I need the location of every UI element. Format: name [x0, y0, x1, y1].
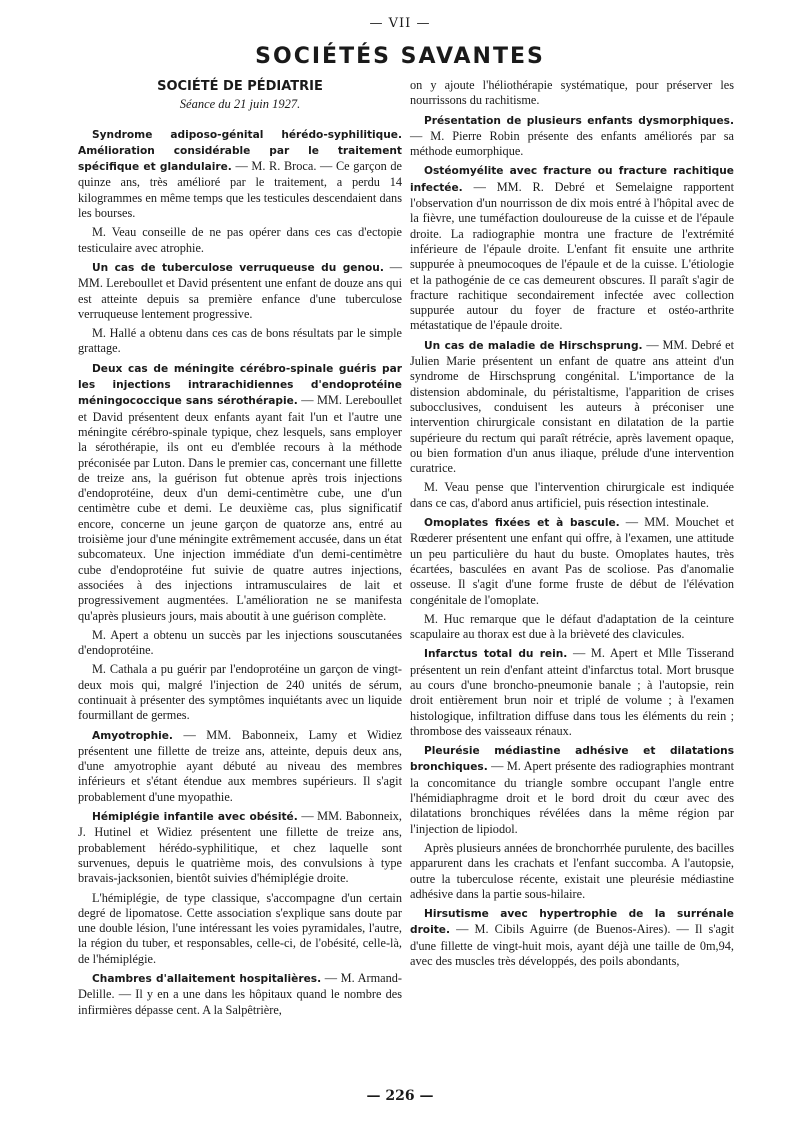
page-title: SOCIÉTÉS SAVANTES — [255, 44, 545, 69]
paragraph — [410, 841, 734, 902]
paragraph-text: M. Veau conseille de ne pas opérer dans ces cas d'ectopie testiculaire avec atrophie. — [78, 225, 402, 255]
paragraph-text: — M. Apert présente des radiographies montrant la concomitance du triangle sombre occupant l'angle entre l'hémidiaphragme droit et le bord droit du cœur avec des dilatations bronchiques révélées dans la même région par l'injection de lipiodol. — [410, 759, 734, 836]
paragraph-heading: Un cas de maladie de Hirschsprung. — [424, 339, 643, 352]
right-column — [410, 78, 734, 1108]
paragraph — [410, 612, 734, 643]
paragraph-heading: Hirsutisme avec hypertrophie de la surrénale droite. — [410, 908, 734, 937]
paragraph-text: — M. R. Broca. — Ce garçon de quinze ans, très amélioré par le traitement, a perdu 14 kilogrammes en même temps que les testicules descendaient dans les bourses. — [78, 159, 402, 221]
paragraph-heading: Un cas de tuberculose verruqueuse du genou. — [92, 261, 384, 274]
paragraph — [78, 628, 402, 659]
roman-page-number: — VII — — [369, 16, 431, 31]
paragraph — [78, 260, 402, 322]
paragraph-text: — M. Apert et Mlle Tisserand présentent un rein d'enfant atteint d'infarctus total. Mort brusque au cours d'une broncho-pneumonie banale ; à l'autopsie, rein droit entièrement brun noir et triplé de volume ; à l'examen histologique, infiltration diffuse dans tous les éléments du rein ; thrombose des vaisseaux rénaux. — [410, 646, 735, 738]
paragraph-text: M. Cathala a pu guérir par l'endoprotéine un garçon de vingt-deux mois qui, malgré l'injection de 240 unités de sérum, continuait à présenter des symptômes inquiétants avec un liquide fourmillant de germes. — [78, 662, 402, 723]
paragraph-text: — M. Armand-Delille. — Il y en a une dans les hôpitaux quand le nombre des infirmières dépasse cent. A la Salpêtrière, — [78, 971, 402, 1017]
paragraph — [78, 361, 402, 624]
paragraph-heading: Présentation de plusieurs enfants dysmorphiques. — [424, 114, 734, 127]
paragraph-heading: Ostéomyélite avec fracture ou fracture rachitique infectée. — [410, 165, 734, 194]
paragraph-text: — MM. Lereboullet et David présentent deux enfants ayant fait l'un et l'autre une méningite cérébro-spinale typique, chez lesquels, sans employer la sérothérapie, ils ont eu d'emblée recours à la méthode préconisée par Luton. Dans le premier cas, concernant une fillette de treize ans, la guérison fut obtenue après trois injections d'endoprotéine, deux d'un demi-centimètre cube, une d'un centimètre cube et demi. Le deuxième cas, plus significatif encore, concerne un jeune garçon de quatorze ans, entré au troisième jour d'une méningite extrêmement accusée, dans un état subcomateux. Une injection immédiate d'un demi-centimètre cube d'endoprotéine fut suivie de quatre autres injections, associées à des injections intramusculaires de lait et progressivement augmentées. L'amélioration ne se manifesta qu'après plusieurs jours, mais aboutit à une guérison complète. — [78, 393, 402, 623]
paragraph-heading: Infarctus total du rein. — [424, 648, 568, 661]
paragraph — [78, 809, 402, 886]
paragraph — [410, 515, 734, 608]
paragraph-heading: Amyotrophie. — [92, 729, 173, 742]
paragraph-heading: Syndrome adiposo-génital hérédo-syphilitique. Amélioration considérable par le traitement spécifique et glandulaire. — [78, 128, 402, 174]
paragraph — [410, 646, 734, 739]
page-number: — 226 — — [366, 1088, 434, 1104]
section-title: SOCIÉTÉ DE PÉDIATRIE — [157, 79, 323, 94]
paragraph — [410, 338, 734, 477]
paragraph-text: Après plusieurs années de bronchorrhée purulente, des bacilles apparurent dans les crachats et l'enfant succomba. A l'autopsie, outre la tuberculose récente, existait une pleurésie médiastine adhésive dans la partie sous-hilaire. — [410, 840, 734, 901]
paragraph — [78, 971, 402, 1018]
paragraph-text: — MM. Debré et Julien Marie présentent un enfant de quatre ans atteint d'un syndrome de Hirschsprung congénital. L'importance de la distension abdominale, du péristaltisme, l'apparition de crises subocclusives, conduisent les auteurs à préconiser une intervention chirurgicale consistant en dilatation de la partie supérieure du rectum qui paraît rétrécie, après lavement opaque, ou bien formation d'un anus iliaque, prélude d'une intervention curatrice. — [410, 337, 734, 476]
paragraph — [78, 891, 402, 967]
paragraph — [410, 906, 734, 969]
paragraph-heading: Pleurésie médiastine adhésive et dilatations bronchiques. — [410, 745, 734, 774]
left-column — [78, 78, 402, 1108]
paragraph-heading: Omoplates fixées et à bascule. — [424, 517, 620, 530]
paragraph-text: — MM. Babonneix, Lamy et Widiez présentent une fillette de treize ans, atteinte, depuis deux ans, d'une amyotrophie ayant débuté au niveau des membres inférieurs et s'étant étendue aux membres supérieurs. Il s'agit probablement d'une myopathie. — [78, 727, 402, 804]
paragraph — [410, 113, 734, 160]
paragraph — [78, 728, 402, 805]
paragraph-heading: Hémiplégie infantile avec obésité. — [92, 811, 298, 824]
paragraph — [410, 163, 734, 333]
paragraph — [410, 743, 734, 837]
paragraph-text: M. Huc remarque que le défaut d'adaptation de la ceinture scapulaire au thorax est due à la brièveté des clavicules. — [410, 611, 734, 642]
paragraph-text: M. Veau pense que l'intervention chirurgicale est indiquée dans ce cas, d'abord anus artificiel, puis résection intestinale. — [410, 480, 734, 510]
paragraph — [78, 662, 402, 723]
paragraph — [410, 480, 734, 511]
paragraph-text: L'hémiplégie, de type classique, s'accompagne d'un certain degré de lipomatose. Cette association s'explique sans doute par une double lésion, l'une intéressant les voies pyramidales, l'autre, la région du tuber, et responsables, celle-ci, de l'obésité, celle-là, de l'hémiplégie. — [78, 890, 402, 966]
paragraph-text: — MM. Babonneix, J. Hutinel et Widiez présentent une fillette de treize ans, probablement hérédo-syphilitique, et chez laquelle sont survenues, depuis le quatrième mois, des convulsions à type bravais-jacksonien, bientôt suivies d'hémiplégie droite. — [78, 809, 402, 886]
paragraph-text: on y ajoute l'héliothérapie systématique, pour préserver les nourrissons du rachitisme. — [410, 78, 734, 108]
paragraph-heading: Chambres d'allaitement hospitalières. — [92, 973, 322, 986]
paragraph-text: — MM. Mouchet et Rœderer présentent une enfant qui offre, à l'examen, une attitude un peu particulière du haut du buste. Omoplates hautes, très écartées, basculées en avant Pas de scoliose. Pas d'anomalie osseuse. Il s'agit d'une forme fruste de début de l'élévation congénitale de l'omoplate. — [410, 515, 735, 607]
paragraph — [78, 326, 402, 357]
paragraph-text: — MM. R. Debré et Semelaigne rapportent l'observation d'un nourrisson de dix mois entré à l'hôpital avec de la fièvre, une tuméfaction douloureuse de la cuisse et de l'épaule droite. La radiographie montra une fracture de l'extrémité inférieure de l'épaule droite. L'enfant fit ensuite une arthrite suppurée à pneumocoques de l'épaule et de la cuisse. L'étiologie et la pathogénie de ce cas demeurent obscures. Il paraît s'agir de fracture rachitique secondairement infectée avec collection suppurée autour du foyer de fracture et ostéo-arthrite métastatique de l'épaule droite. — [410, 179, 734, 333]
paragraph-text: — M. Pierre Robin présente des enfants améliorés par sa méthode eumorphique. — [410, 128, 734, 159]
paragraph — [78, 127, 402, 222]
paragraph — [410, 78, 734, 109]
paragraph-text: — MM. Lereboullet et David présentent une enfant de douze ans qui est atteinte depuis sa première enfance d'une tuberculose verruqueuse lentement progressive. — [78, 259, 402, 321]
paragraph — [78, 225, 402, 256]
paragraph-text: M. Apert a obtenu un succès par les injections souscutanées d'endoprotéine. — [78, 627, 402, 658]
paragraph-text: M. Hallé a obtenu dans ces cas de bons résultats par le simple grattage. — [78, 326, 402, 356]
paragraph-heading: Deux cas de méningite cérébro-spinale guéris par les injections intrarachidiennes d'endoprotéine méningococcique sans sérothérapie. — [78, 362, 402, 408]
session-date: Séance du 21 juin 1927. — [179, 97, 301, 112]
two-column-body — [78, 78, 734, 1108]
paragraph-text: — M. Cibils Aguirre (de Buenos-Aires). — Il s'agit d'une fillette de vingt-huit mois, ayant déjà une taille de 0m,94, avec des muscles très développés, des poils abondants, — [410, 922, 734, 969]
